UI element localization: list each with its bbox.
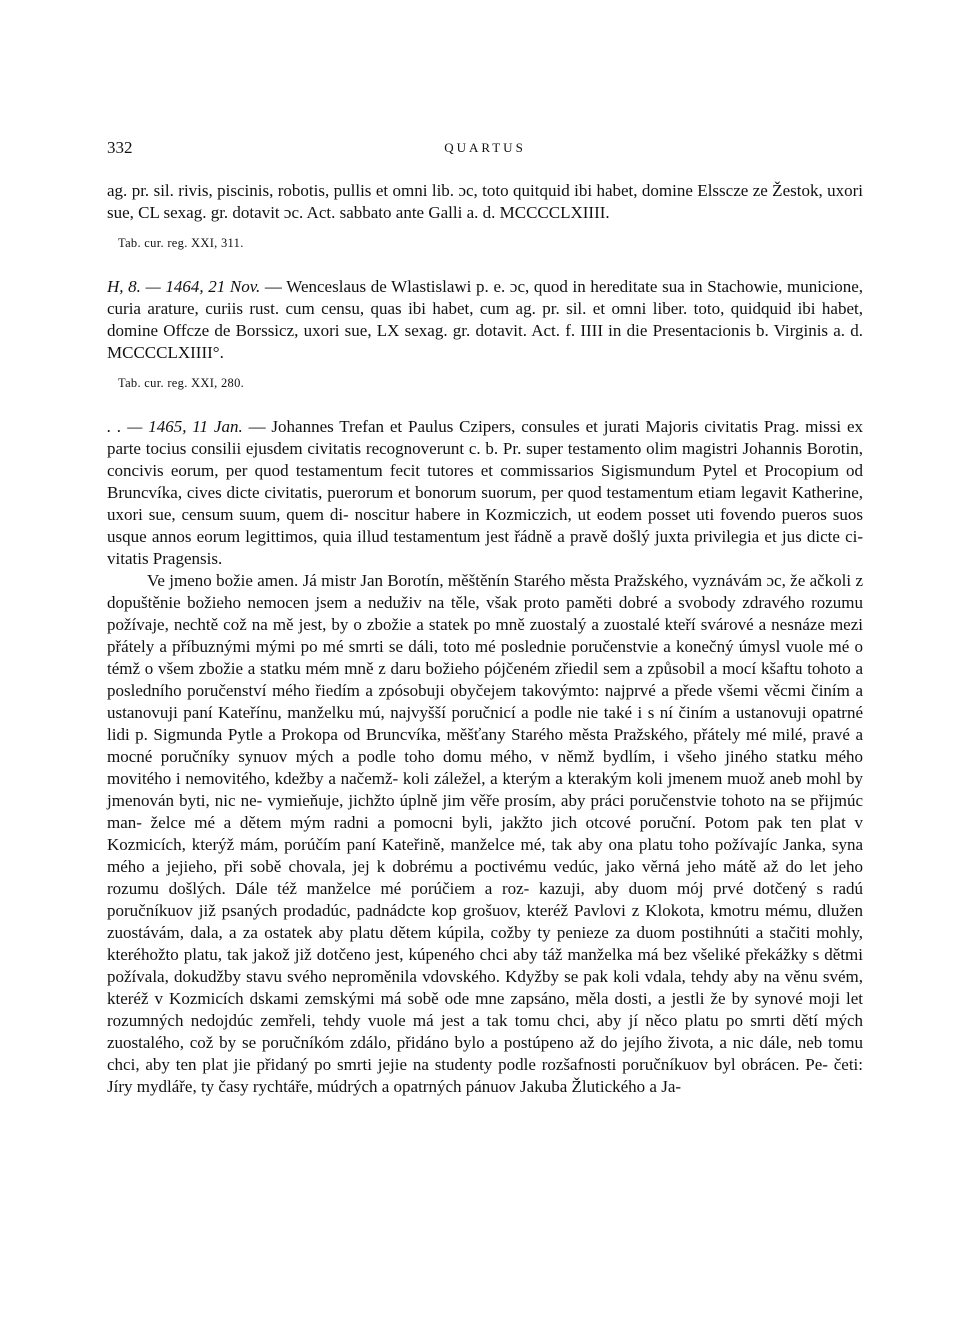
testament-paragraph: Ve jmeno božie amen. Já mistr Jan Borotín, měštěnín Starého města Pražského, vyznávám ɔc, že ačkoli z dopuštěnie božieho nemocen jsem a neduživ na těle, však proto paměti dobré a svobody zdravého rozumu požívaje, nechtě což na mě jest, by o zbožie a statek po mně zuostalý a zuostalé kteří svárové a nesnáze mezi přátely a příbuznými mými po mé smrti se dáli, toto mé poslednie poručenstvie a konečný úmysl vuole mé o témž o všem zbožie a statku mém mně z daru božieho pójčeném zřiedil sem a způsobil a mocí kšaftu tohoto a posledního poručenství mého řiedím a zpósobuji obyčejem takovýmto: najprvé a přede všemi věcmi činím a ustanovuji paní Kateřínu, manželku mú, najvyšší poručnicí a podle nie také i s ní činím a ustanovuji opatrné lidi p. Sigmunda Pytle a Prokopa od Bruncvíka, měšťany Starého města Pražského, přátely mé milé, pravé a mocné poručníky synuov mých a podle toho domu mého, v němž bydlím, i všeho jiného statku mého movitého i nemovitého, kdežby a načemž- koli záležel, a kterým a kterakým koli jmenem muož aneb mohl by jmenován byti, nic ne- vymieňuje, jichžto úplně jim věře prosím, aby práci poručenstvie tohoto na se přijmúc man- želce mé a dětem mým radni a pomocni byli, jakžto jich otcové poruční. Potom pak ten plat v Kozmicích, kterýž mám, porúčím paní Kateřině, manželce mé, tak aby ona platu toho požívajíc Janka, syna mého a jejieho, při sobě chovala, jej k dobrému a poctivému vedúc, jako věrná jeho mátě až do let jeho rozumu došlých. Dále též manželce mé porúčiem a roz- kazuji, aby duom mój prvé dotčený s radú poručníkuov již psaných prodadúc, padnádcte kop grošuov, kteréž Pavlovi z Klokota, kmotru mému, dlužen zuostávám, dala, a za ostatek aby platu dětem kúpila, cožby ty penieze za duom postihnúti a stačiti mohly, kteréhožto platu, tak jakož již dotčeno jest, kúpeného chci aby táž manželka má bez všeliké překážky s dětmi požívala, dokudžby stavu svého neproměnila vdovského. Kdyžby se pak koli vdala, tehdy aby na věnu svém, kteréž v Kozmicích dskami zemskými má sobě ode mne zapsáno, měla dosti, a jestli že by synové moji let rozumných nedojdúc zemřeli, tehdy vuole má jest a tak tomu chci, aby jí něco platu po smrti dětí mých zuostalého, což by se poručníkóm zdálo, přidáno bylo a postúpeno až do jejího života, a nic dále, neb tomu chci, aby ten plat jie přidaný po smrti jejie na studenty podle rozšafnosti poručníkuov byl obrácen. Pe- četi: Jíry mydláře, ty časy rychtáře, múdrých a opatrných pánuov Jakuba Žlutického a Ja- — [107, 571, 863, 1096]
running-title: QUARTUS — [444, 140, 526, 155]
page-number: 332 — [107, 138, 133, 157]
entry-text: — Johannes Trefan et Paulus Czipers, consules et jurati Majoris civitatis Prag. missi ex parte tocius consilii ejusdem civitatis recognoverunt c. b. Pr. super testamento olim magistri Johannis Borotin, concivis eorum, per quod testamentum fecit tutores et commissarios Sigismundum Pytel et Procopium od Bruncvíka, cives dicte civitatis, puerorum et bonorum suorum, per quod testamentum etiam legavit Katherine, uxori sue, censum suum, quem di- noscitur habere in Kozmiczich, ut eodem posset uti fovendo pueros suos usque annos eorum legittimos, quia illud testamentum jest řádně a pravě došlý juxta privilegia et jus dicte ci- vitatis Pragensis. — [107, 417, 863, 568]
entry-paragraph — [107, 416, 863, 570]
entry-heading: . . — 1465, 11 Jan. — [107, 417, 243, 436]
entry-heading: H, 8. — 1464, 21 Nov. — [107, 277, 261, 296]
source-reference: Tab. cur. reg. XXI, 311. — [118, 236, 244, 250]
entry-text: — Wenceslaus de Wlastislawi p. e. ɔc, quod in hereditate sua in Stachowie, municione, curia arature, curiis rust. cum censu, quas ibi habet, cum ag. pr. sil. et omni liber. toto, quidquid ibi habet, domine Offcze de Borssicz, uxori sue, LX sexag. gr. dotavit. Act. f. IIII in die Presentacionis b. Virginis a. d. MCCCCLXIIII°. — [107, 277, 864, 362]
entry-text: ag. pr. sil. rivis, piscinis, robotis, pullis et omni lib. ɔc, toto quitquid ibi habet, domine Elsscze ze Žestok, uxori sue, CL sexag. gr. dotavit ɔc. Act. sabbato ante Galli a. d. MCCCCLXIIII. — [107, 181, 863, 222]
document-body — [107, 180, 863, 1098]
entry-paragraph — [107, 276, 863, 364]
source-reference: Tab. cur. reg. XXI, 280. — [118, 376, 245, 390]
page-header — [107, 138, 863, 162]
